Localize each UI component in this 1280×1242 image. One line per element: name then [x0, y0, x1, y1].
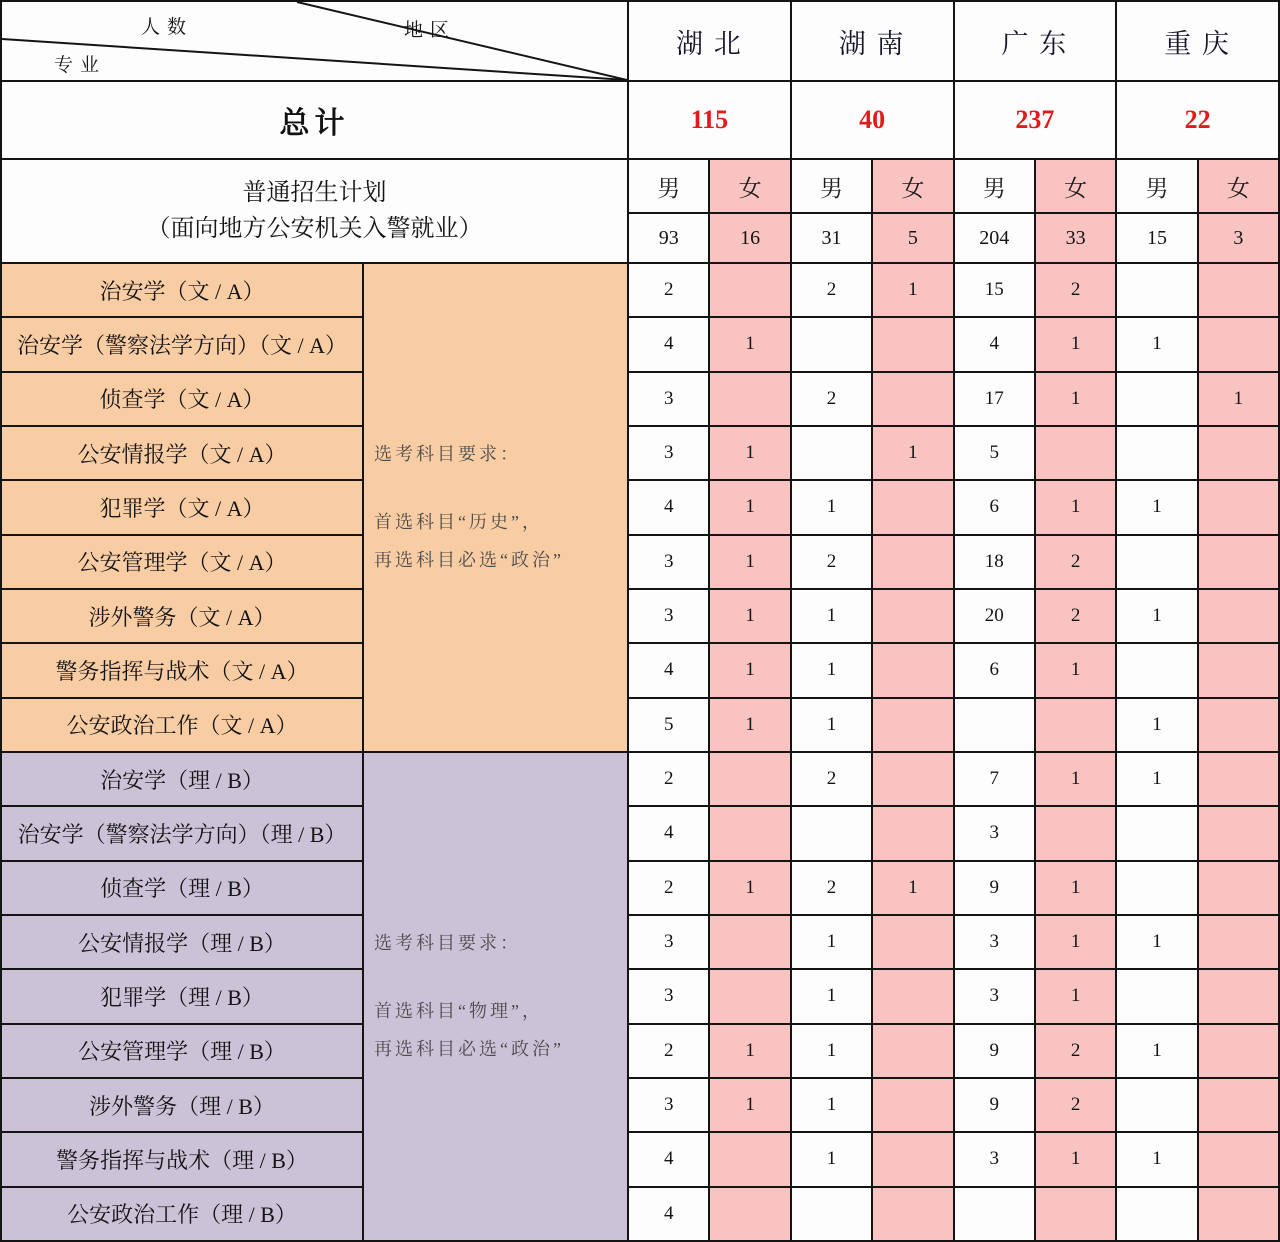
data-cell: 1 — [1036, 644, 1117, 698]
data-cell — [792, 1188, 873, 1242]
region-header-hunan: 湖 南 — [792, 2, 955, 82]
data-cell: 1 — [792, 590, 873, 644]
data-cell — [873, 916, 954, 970]
data-cell — [1199, 590, 1280, 644]
data-cell — [1199, 753, 1280, 807]
data-cell: 1 — [792, 970, 873, 1024]
plan-female-hunan: 5 — [873, 214, 954, 264]
region-header-hubei: 湖 北 — [629, 2, 792, 82]
major-label: 公安管理学（理 / B） — [2, 1025, 364, 1079]
data-cell: 9 — [955, 1025, 1036, 1079]
data-cell: 2 — [792, 373, 873, 427]
data-cell: 1 — [792, 916, 873, 970]
data-cell: 1 — [1036, 970, 1117, 1024]
data-cell — [710, 264, 791, 318]
major-label: 治安学（文 / A） — [2, 264, 364, 318]
data-cell — [1036, 807, 1117, 861]
major-label: 公安情报学（文 / A） — [2, 427, 364, 481]
data-cell: 2 — [1036, 590, 1117, 644]
data-cell: 3 — [955, 807, 1036, 861]
data-cell: 2 — [629, 264, 710, 318]
total-guangdong: 237 — [955, 82, 1118, 160]
gender-header-female: 女 — [1036, 160, 1117, 214]
data-cell — [710, 916, 791, 970]
region-header-chongqing: 重 庆 — [1117, 2, 1280, 82]
data-cell: 15 — [955, 264, 1036, 318]
data-cell — [873, 536, 954, 590]
data-cell: 5 — [955, 427, 1036, 481]
plan-male-chongqing: 15 — [1117, 214, 1198, 264]
data-cell — [1199, 807, 1280, 861]
data-cell: 1 — [1117, 318, 1198, 372]
data-cell — [1117, 1079, 1198, 1133]
plan-male-hunan: 31 — [792, 214, 873, 264]
data-cell — [873, 318, 954, 372]
major-label: 犯罪学（理 / B） — [2, 970, 364, 1024]
data-cell — [1199, 1025, 1280, 1079]
data-cell: 1 — [1036, 373, 1117, 427]
data-cell — [792, 807, 873, 861]
data-cell: 4 — [955, 318, 1036, 372]
data-cell — [1199, 264, 1280, 318]
data-cell: 1 — [710, 1079, 791, 1133]
data-cell: 1 — [1117, 481, 1198, 535]
data-cell — [1117, 807, 1198, 861]
data-cell: 1 — [1117, 1025, 1198, 1079]
data-cell: 1 — [710, 427, 791, 481]
data-cell — [1199, 916, 1280, 970]
major-label: 公安政治工作（理 / B） — [2, 1188, 364, 1242]
data-cell — [710, 1188, 791, 1242]
data-cell: 1 — [792, 1025, 873, 1079]
note-line3: 再选科目必选“政治” — [374, 1039, 564, 1060]
gender-header-male: 男 — [629, 160, 710, 214]
data-cell — [1117, 970, 1198, 1024]
note-gap — [374, 473, 627, 503]
data-cell — [1117, 1188, 1198, 1242]
data-cell: 2 — [792, 264, 873, 318]
data-cell — [1117, 536, 1198, 590]
gender-header-female: 女 — [1199, 160, 1280, 214]
data-cell: 2 — [792, 536, 873, 590]
data-cell: 18 — [955, 536, 1036, 590]
data-cell — [873, 1133, 954, 1187]
data-cell — [1117, 644, 1198, 698]
major-label: 公安情报学（理 / B） — [2, 916, 364, 970]
data-cell: 3 — [629, 427, 710, 481]
data-cell — [955, 699, 1036, 753]
data-cell: 2 — [629, 1025, 710, 1079]
data-cell — [792, 427, 873, 481]
data-cell: 1 — [792, 481, 873, 535]
data-cell — [1199, 481, 1280, 535]
data-cell: 1 — [710, 699, 791, 753]
subject-requirement-note — [364, 753, 629, 1242]
major-label: 涉外警务（理 / B） — [2, 1079, 364, 1133]
data-cell: 17 — [955, 373, 1036, 427]
data-cell: 1 — [1117, 699, 1198, 753]
plan-male-hubei: 93 — [629, 214, 710, 264]
gender-header-male: 男 — [792, 160, 873, 214]
subject-requirement-note — [364, 264, 629, 753]
data-cell: 3 — [955, 916, 1036, 970]
data-cell — [1117, 264, 1198, 318]
gender-header-female: 女 — [873, 160, 954, 214]
major-label: 治安学（警察法学方向）（理 / B） — [2, 807, 364, 861]
plan-female-chongqing: 3 — [1199, 214, 1280, 264]
data-cell: 1 — [1036, 481, 1117, 535]
data-cell: 3 — [955, 1133, 1036, 1187]
major-label: 犯罪学（文 / A） — [2, 481, 364, 535]
data-cell: 1 — [873, 427, 954, 481]
data-cell: 1 — [792, 1079, 873, 1133]
data-cell — [873, 1188, 954, 1242]
data-cell: 3 — [629, 1079, 710, 1133]
data-cell — [1117, 373, 1198, 427]
data-cell — [873, 1025, 954, 1079]
plan-label-line1: 普通招生计划 — [242, 180, 387, 206]
note-gap — [374, 962, 627, 992]
data-cell: 1 — [1036, 916, 1117, 970]
data-cell: 1 — [710, 536, 791, 590]
data-cell — [873, 807, 954, 861]
data-cell — [710, 970, 791, 1024]
note-line2: 首选科目“物理”， — [374, 1001, 543, 1022]
data-cell: 6 — [955, 481, 1036, 535]
data-cell: 7 — [955, 753, 1036, 807]
gender-header-male: 男 — [955, 160, 1036, 214]
data-cell — [873, 481, 954, 535]
data-cell — [710, 1133, 791, 1187]
total-hubei: 115 — [629, 82, 792, 160]
total-hunan: 40 — [792, 82, 955, 160]
data-cell — [1199, 1079, 1280, 1133]
data-cell: 1 — [792, 644, 873, 698]
data-cell — [873, 644, 954, 698]
data-cell: 2 — [1036, 536, 1117, 590]
major-label: 治安学（理 / B） — [2, 753, 364, 807]
data-cell: 4 — [629, 1188, 710, 1242]
data-cell: 2 — [792, 753, 873, 807]
data-cell — [1036, 427, 1117, 481]
major-label: 侦查学（理 / B） — [2, 862, 364, 916]
data-cell — [873, 373, 954, 427]
note-line1: 选考科目要求： — [374, 444, 521, 465]
data-cell: 1 — [710, 590, 791, 644]
data-cell — [1199, 644, 1280, 698]
data-cell — [1117, 862, 1198, 916]
corner-people-label: 人数 — [141, 17, 194, 38]
data-cell: 1 — [710, 644, 791, 698]
corner-header-cell — [2, 2, 629, 82]
data-cell: 1 — [873, 264, 954, 318]
major-label: 侦查学（文 / A） — [2, 373, 364, 427]
data-cell: 4 — [629, 644, 710, 698]
data-cell: 9 — [955, 862, 1036, 916]
note-line3: 再选科目必选“政治” — [374, 550, 564, 571]
data-cell — [1199, 427, 1280, 481]
data-cell: 1 — [710, 318, 791, 372]
data-cell: 2 — [1036, 1079, 1117, 1133]
data-cell — [873, 1079, 954, 1133]
total-row-label: 总计 — [2, 82, 629, 160]
data-cell — [792, 318, 873, 372]
data-cell: 3 — [629, 373, 710, 427]
plan-row-label — [2, 160, 629, 264]
data-cell: 2 — [1036, 264, 1117, 318]
corner-major-label: 专业 — [54, 55, 107, 76]
data-cell: 1 — [1117, 753, 1198, 807]
data-cell: 1 — [1036, 318, 1117, 372]
data-cell — [1117, 427, 1198, 481]
data-cell: 4 — [629, 481, 710, 535]
region-header-guangdong: 广 东 — [955, 2, 1118, 82]
plan-female-guangdong: 33 — [1036, 214, 1117, 264]
data-cell: 9 — [955, 1079, 1036, 1133]
data-cell — [873, 699, 954, 753]
major-label: 公安管理学（文 / A） — [2, 536, 364, 590]
data-cell — [1199, 699, 1280, 753]
data-cell: 4 — [629, 1133, 710, 1187]
corner-region-label: 地区 — [404, 20, 457, 41]
data-cell: 3 — [955, 970, 1036, 1024]
major-label: 警务指挥与战术（理 / B） — [2, 1133, 364, 1187]
data-cell: 1 — [710, 481, 791, 535]
plan-label-line2: （面向地方公安机关入警就业） — [146, 216, 483, 242]
major-label: 公安政治工作（文 / A） — [2, 699, 364, 753]
data-cell: 2 — [629, 862, 710, 916]
major-label: 警务指挥与战术（文 / A） — [2, 644, 364, 698]
note-line2: 首选科目“历史”， — [374, 512, 543, 533]
plan-female-hubei: 16 — [710, 214, 791, 264]
data-cell: 1 — [792, 699, 873, 753]
data-cell — [1036, 1188, 1117, 1242]
data-cell: 1 — [1199, 373, 1280, 427]
note-line1: 选考科目要求： — [374, 933, 521, 954]
major-label: 涉外警务（文 / A） — [2, 590, 364, 644]
data-cell: 4 — [629, 807, 710, 861]
data-cell: 3 — [629, 536, 710, 590]
data-cell — [710, 753, 791, 807]
data-cell — [955, 1188, 1036, 1242]
gender-header-male: 男 — [1117, 160, 1198, 214]
data-cell — [1199, 1133, 1280, 1187]
data-cell: 1 — [1036, 1133, 1117, 1187]
data-cell: 1 — [1036, 753, 1117, 807]
data-cell: 2 — [1036, 1025, 1117, 1079]
data-cell: 1 — [710, 862, 791, 916]
gender-header-female: 女 — [710, 160, 791, 214]
data-cell: 1 — [1117, 1133, 1198, 1187]
data-cell — [1199, 536, 1280, 590]
data-cell: 2 — [792, 862, 873, 916]
data-cell: 4 — [629, 318, 710, 372]
data-cell — [710, 373, 791, 427]
major-label: 治安学（警察法学方向）（文 / A） — [2, 318, 364, 372]
data-cell — [873, 590, 954, 644]
data-cell: 6 — [955, 644, 1036, 698]
data-cell: 1 — [710, 1025, 791, 1079]
plan-male-guangdong: 204 — [955, 214, 1036, 264]
data-cell — [710, 807, 791, 861]
data-cell: 1 — [1036, 862, 1117, 916]
data-cell: 5 — [629, 699, 710, 753]
data-cell: 1 — [1117, 590, 1198, 644]
data-cell: 2 — [629, 753, 710, 807]
data-cell: 1 — [792, 1133, 873, 1187]
data-cell — [873, 970, 954, 1024]
data-cell: 3 — [629, 916, 710, 970]
data-cell — [1199, 862, 1280, 916]
data-cell — [873, 753, 954, 807]
data-cell — [1036, 699, 1117, 753]
data-cell: 1 — [873, 862, 954, 916]
data-cell: 20 — [955, 590, 1036, 644]
data-cell: 1 — [1117, 916, 1198, 970]
data-cell: 3 — [629, 970, 710, 1024]
data-cell: 3 — [629, 590, 710, 644]
data-cell — [1199, 318, 1280, 372]
data-cell — [1199, 970, 1280, 1024]
data-cell — [1199, 1188, 1280, 1242]
total-chongqing: 22 — [1117, 82, 1280, 160]
